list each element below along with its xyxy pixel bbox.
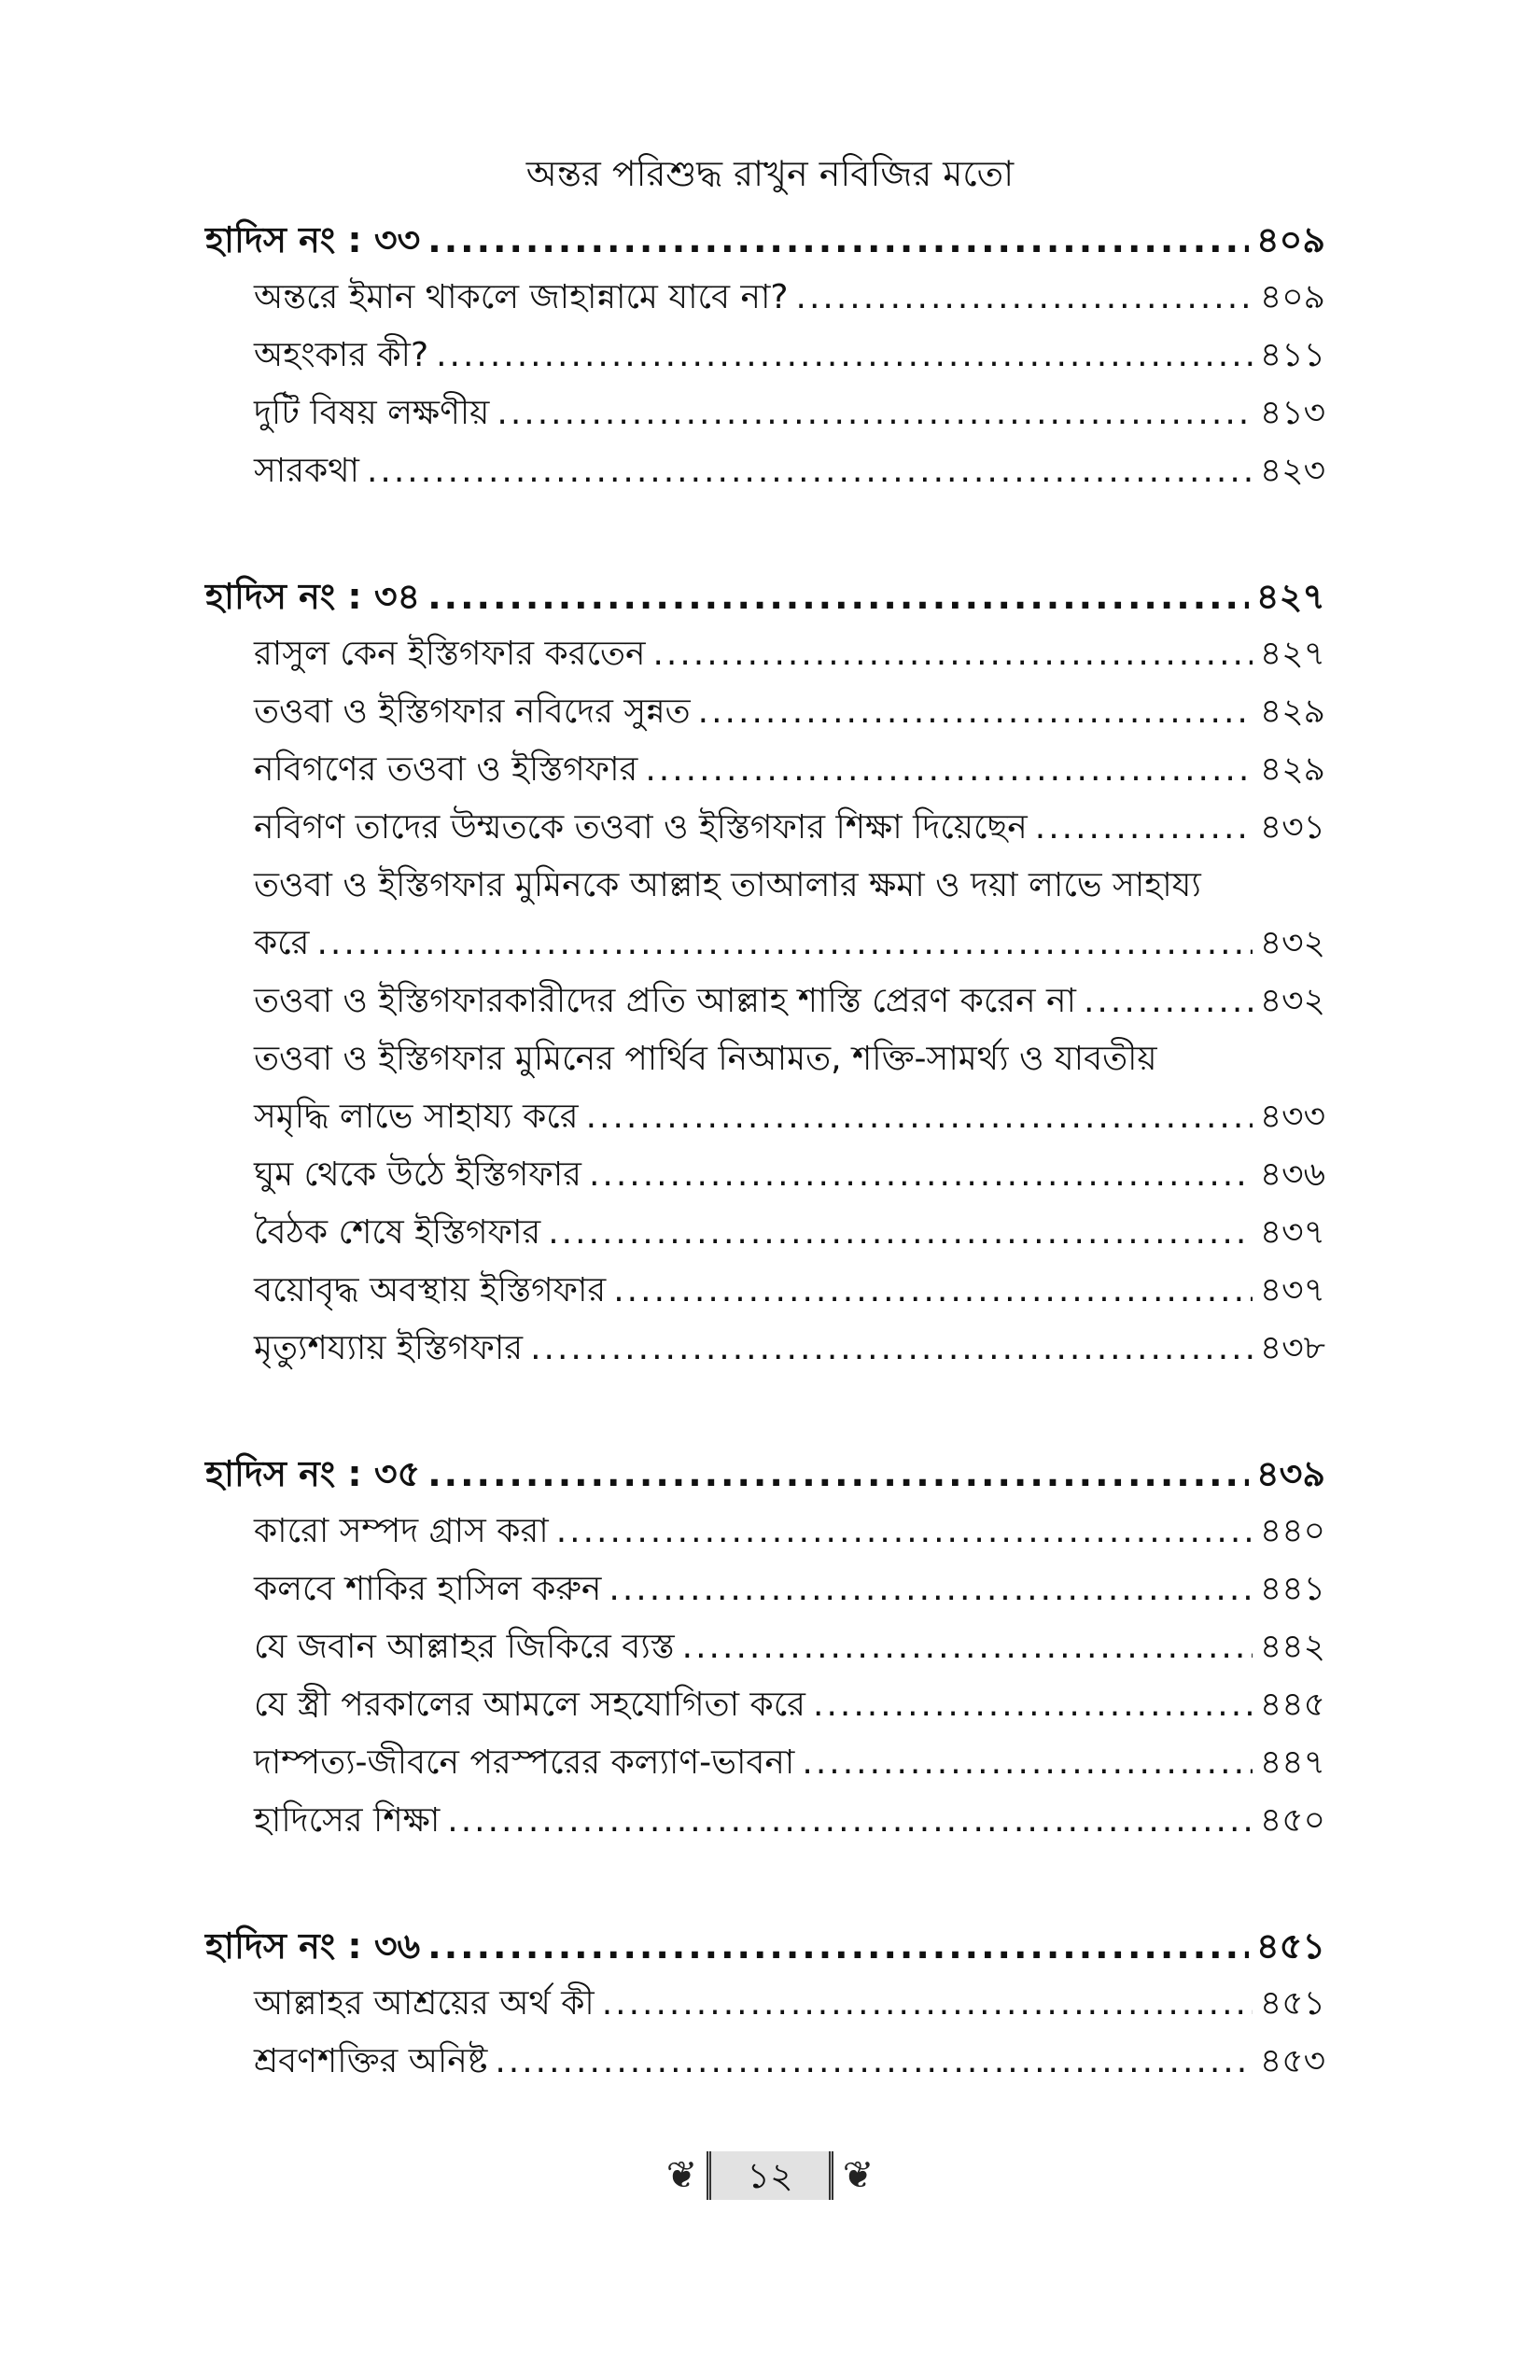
toc-entry[interactable]	[205, 625, 1325, 683]
dot-leader	[613, 1262, 1253, 1320]
page-ref: ৪৩৮	[1259, 1329, 1325, 1367]
entry-title: কারো সম্পদ গ্রাস করা	[254, 1512, 549, 1550]
page-ref: ৪৪৫	[1259, 1686, 1325, 1724]
entry-title: দুটি বিষয় লক্ষণীয়	[254, 394, 490, 432]
page-ref: ৪২৭	[1259, 635, 1325, 673]
toc-heading[interactable]	[205, 211, 1325, 269]
toc-entry[interactable]	[205, 1618, 1325, 1676]
page-ref: ৪৩৬	[1259, 1155, 1325, 1194]
heading-text: হাদিস নং : ৩৫	[205, 1453, 421, 1494]
heading-text: হাদিস নং : ৩৪	[205, 576, 421, 617]
page-ref: ৪০৯	[1259, 278, 1325, 316]
toc-entry[interactable]	[205, 1146, 1325, 1204]
toc-heading[interactable]	[205, 1917, 1325, 1975]
page-ref: ৪১১	[1259, 336, 1325, 374]
dot-leader	[367, 442, 1253, 500]
page-ref: ৪২৭	[1255, 576, 1325, 617]
toc-heading[interactable]	[205, 1445, 1325, 1503]
dot-leader	[427, 1445, 1249, 1503]
entry-title-line1: তওবা ও ইস্তিগফার মুমিনের পার্থিব নিআমত, শক্তি-সামর্থ্য ও যাবতীয়	[254, 1040, 1157, 1078]
dot-leader	[447, 1792, 1253, 1850]
page-ref: ৪৫১	[1256, 1925, 1325, 1967]
toc-entry[interactable]	[205, 269, 1325, 327]
dot-leader	[556, 1503, 1253, 1561]
dot-leader	[698, 683, 1253, 741]
dot-leader	[427, 211, 1249, 269]
dot-leader	[548, 1204, 1253, 1262]
page-ref: ৪৩৩	[1259, 1098, 1325, 1136]
entry-title-line1: তওবা ও ইস্তিগফার মুমিনকে আল্লাহ তাআলার ক্ষমা ও দয়া লাভে সাহায্য	[254, 866, 1201, 904]
entry-title: ঘুম থেকে উঠে ইস্তিগফার	[254, 1155, 581, 1194]
toc-entry[interactable]	[205, 741, 1325, 799]
page-ref: ৪০৯	[1255, 219, 1325, 260]
entry-title: যে স্ত্রী পরকালের আমলে সহযোগিতা করে	[254, 1686, 805, 1724]
entry-title: তওবা ও ইস্তিগফারকারীদের প্রতি আল্লাহ শাস্তি প্রেরণ করেন না	[254, 982, 1076, 1020]
toc-entry[interactable]	[205, 915, 1325, 973]
entry-title: শ্রবণশক্তির অনিষ্ট	[254, 2042, 488, 2080]
entry-title: সমৃদ্ধি লাভে সাহায্য করে	[254, 1098, 579, 1136]
entry-title: হাদিসের শিক্ষা	[254, 1801, 441, 1840]
dot-leader	[316, 915, 1252, 973]
page-ref: ৪৪০	[1259, 1512, 1325, 1550]
dot-leader	[652, 625, 1252, 683]
page-ref: ৪৪৭	[1259, 1743, 1325, 1782]
page-ref: ৪২৯	[1259, 693, 1325, 731]
toc-entry[interactable]	[205, 973, 1325, 1030]
toc-entry[interactable]	[205, 2033, 1325, 2091]
toc-entry[interactable]	[205, 1734, 1325, 1792]
page-ref: ৪৫১	[1259, 1984, 1325, 2023]
page-ref: ৪৩৭	[1259, 1213, 1325, 1252]
entry-title: যে জবান আল্লাহর জিকিরে ব্যস্ত	[254, 1628, 675, 1666]
page-footer	[0, 2151, 1540, 2200]
toc-entry[interactable]	[205, 1975, 1325, 2033]
page-ref: ৪৫৩	[1259, 2042, 1325, 2080]
entry-title: অন্তরে ইমান থাকলে জাহান্নামে যাবে না?	[254, 278, 789, 316]
left-ornament-icon: ❦	[665, 2154, 698, 2197]
heading-text: হাদিস নং : ৩৬	[205, 1925, 421, 1967]
entry-title: দাম্পত্য-জীবনে পরস্পরের কল্যাণ-ভাবনা	[254, 1743, 795, 1782]
dot-leader	[427, 567, 1249, 625]
dot-leader	[682, 1618, 1253, 1676]
page-ref: ৪৩২	[1259, 924, 1325, 962]
heading-text: হাদিস নং : ৩৩	[205, 219, 421, 260]
dot-leader	[497, 385, 1252, 442]
dot-leader	[609, 1561, 1252, 1618]
entry-title: মৃত্যুশয্যায় ইস্তিগফার	[254, 1329, 524, 1367]
entry-title: করে	[254, 924, 310, 962]
right-ornament-icon: ❦	[842, 2154, 875, 2197]
entry-title: বৈঠক শেষে ইস্তিগফার	[254, 1213, 541, 1252]
toc-entry[interactable]	[205, 1204, 1325, 1262]
dot-leader	[813, 1676, 1253, 1734]
dot-leader	[586, 1088, 1253, 1146]
page-ref: ৪৩৭	[1259, 1271, 1325, 1309]
toc-section-35	[205, 1445, 1325, 1850]
page-ref: ৪৫০	[1259, 1801, 1325, 1840]
toc-entry[interactable]	[205, 1792, 1325, 1850]
toc-entry[interactable]	[205, 442, 1325, 500]
toc-section-36	[205, 1917, 1325, 2091]
dot-leader	[796, 269, 1253, 327]
dot-leader	[495, 2033, 1253, 2091]
dot-leader	[802, 1734, 1252, 1792]
toc-entry[interactable]	[205, 1676, 1325, 1734]
entry-title: নবিগণ তাদের উম্মতকে তওবা ও ইস্তিগফার শিক্ষা দিয়েছেন	[254, 808, 1028, 847]
page-ref: ৪৪১	[1259, 1570, 1325, 1608]
running-head: অন্তর পরিশুদ্ধ রাখুন নবিজির মতো	[525, 153, 1015, 194]
toc-heading[interactable]	[205, 567, 1325, 625]
entry-title: রাসুল কেন ইস্তিগফার করতেন	[254, 635, 646, 673]
dot-leader	[1084, 973, 1253, 1030]
toc-entry[interactable]	[205, 1320, 1325, 1378]
toc-entry[interactable]	[205, 1088, 1325, 1146]
entry-title: আল্লাহর আশ্রয়ের অর্থ কী	[254, 1984, 595, 2023]
dot-leader	[1035, 799, 1253, 857]
page-ref: ৪২৩	[1259, 452, 1325, 490]
toc-entry[interactable]	[205, 1561, 1325, 1618]
page-ref: ৪৩২	[1259, 982, 1325, 1020]
toc-entry[interactable]	[205, 1503, 1325, 1561]
page-number: ১২	[707, 2151, 833, 2200]
page-ref: ৪৪২	[1259, 1628, 1325, 1666]
dot-leader	[602, 1975, 1253, 2033]
entry-title: নবিগণের তওবা ও ইস্তিগফার	[254, 750, 638, 789]
entry-title: তওবা ও ইস্তিগফার নবিদের সুন্নত	[254, 693, 691, 731]
toc-entry[interactable]	[205, 327, 1325, 385]
entry-title: বয়োবৃদ্ধ অবস্থায় ইস্তিগফার	[254, 1271, 607, 1309]
toc-section-34	[205, 567, 1325, 1378]
entry-title: কলবে শাকির হাসিল করুন	[254, 1570, 602, 1608]
page-ref: ৪২৯	[1259, 750, 1325, 789]
toc-section-33	[205, 211, 1325, 500]
entry-title: অহংকার কী?	[254, 336, 429, 374]
table-of-contents	[205, 211, 1325, 2091]
toc-entry[interactable]	[205, 1262, 1325, 1320]
toc-entry[interactable]	[205, 683, 1325, 741]
page-ref: ৪১৩	[1259, 394, 1325, 432]
page-ref: ৪৩১	[1259, 808, 1325, 847]
dot-leader	[427, 1917, 1249, 1975]
dot-leader	[436, 327, 1253, 385]
entry-title: সারকথা	[254, 452, 359, 490]
dot-leader	[530, 1320, 1253, 1378]
toc-entry[interactable]	[205, 385, 1325, 442]
dot-leader	[589, 1146, 1253, 1204]
page-ref: ৪৩৯	[1255, 1453, 1325, 1494]
dot-leader	[645, 741, 1253, 799]
toc-entry[interactable]	[205, 799, 1325, 857]
